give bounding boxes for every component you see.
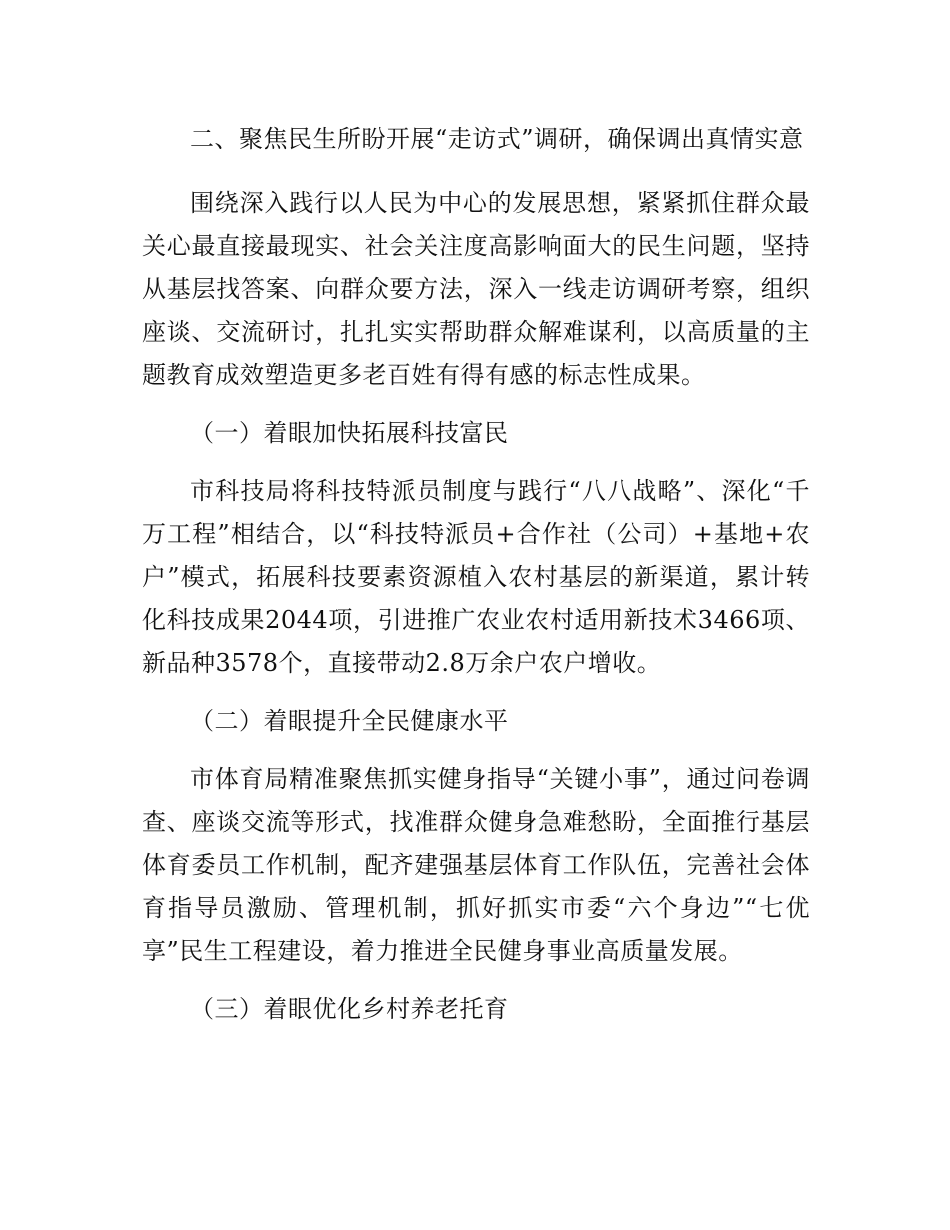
subsection-heading-3: （三）着眼优化乡村养老托育	[190, 995, 509, 1023]
document-body	[142, 118, 810, 1031]
subsection-heading-1: （一）着眼加快拓展科技富民	[190, 419, 509, 447]
section-title: 二、聚焦民生所盼开展“走访式”调研，确保调出真情实意	[190, 125, 804, 153]
subsection-heading-2: （二）着眼提升全民健康水平	[190, 707, 509, 735]
subsection-body-1: 市科技局将科技特派员制度与践行“八八战略”、深化“千万工程”相结合，以“科技特派员+合作社（公司）+基地+农户”模式，拓展科技要素资源植入农村基层的新渠道，累计转化科技成果2044项，引进推广农业农村适用新技术3466项、新品种3578个，直接带动2.8万余户农户增收。	[142, 477, 810, 677]
subsection-body-2: 市体育局精准聚焦抓实健身指导“关键小事”，通过问卷调查、座谈交流等形式，找准群众健身急难愁盼，全面推行基层体育委员工作机制，配齐建强基层体育工作队伍，完善社会体育指导员激励、管理机制，抓好抓实市委“六个身边”“七优享”民生工程建设，着力推进全民健身事业高质量发展。	[142, 765, 810, 965]
intro-paragraph: 围绕深入践行以人民为中心的发展思想，紧紧抓住群众最关心最直接最现实、社会关注度高影响面大的民生问题，坚持从基层找答案、向群众要方法，深入一线走访调研考察，组织座谈、交流研讨，扎扎实实帮助群众解难谋利，以高质量的主题教育成效塑造更多老百姓有得有感的标志性成果。	[142, 189, 810, 389]
